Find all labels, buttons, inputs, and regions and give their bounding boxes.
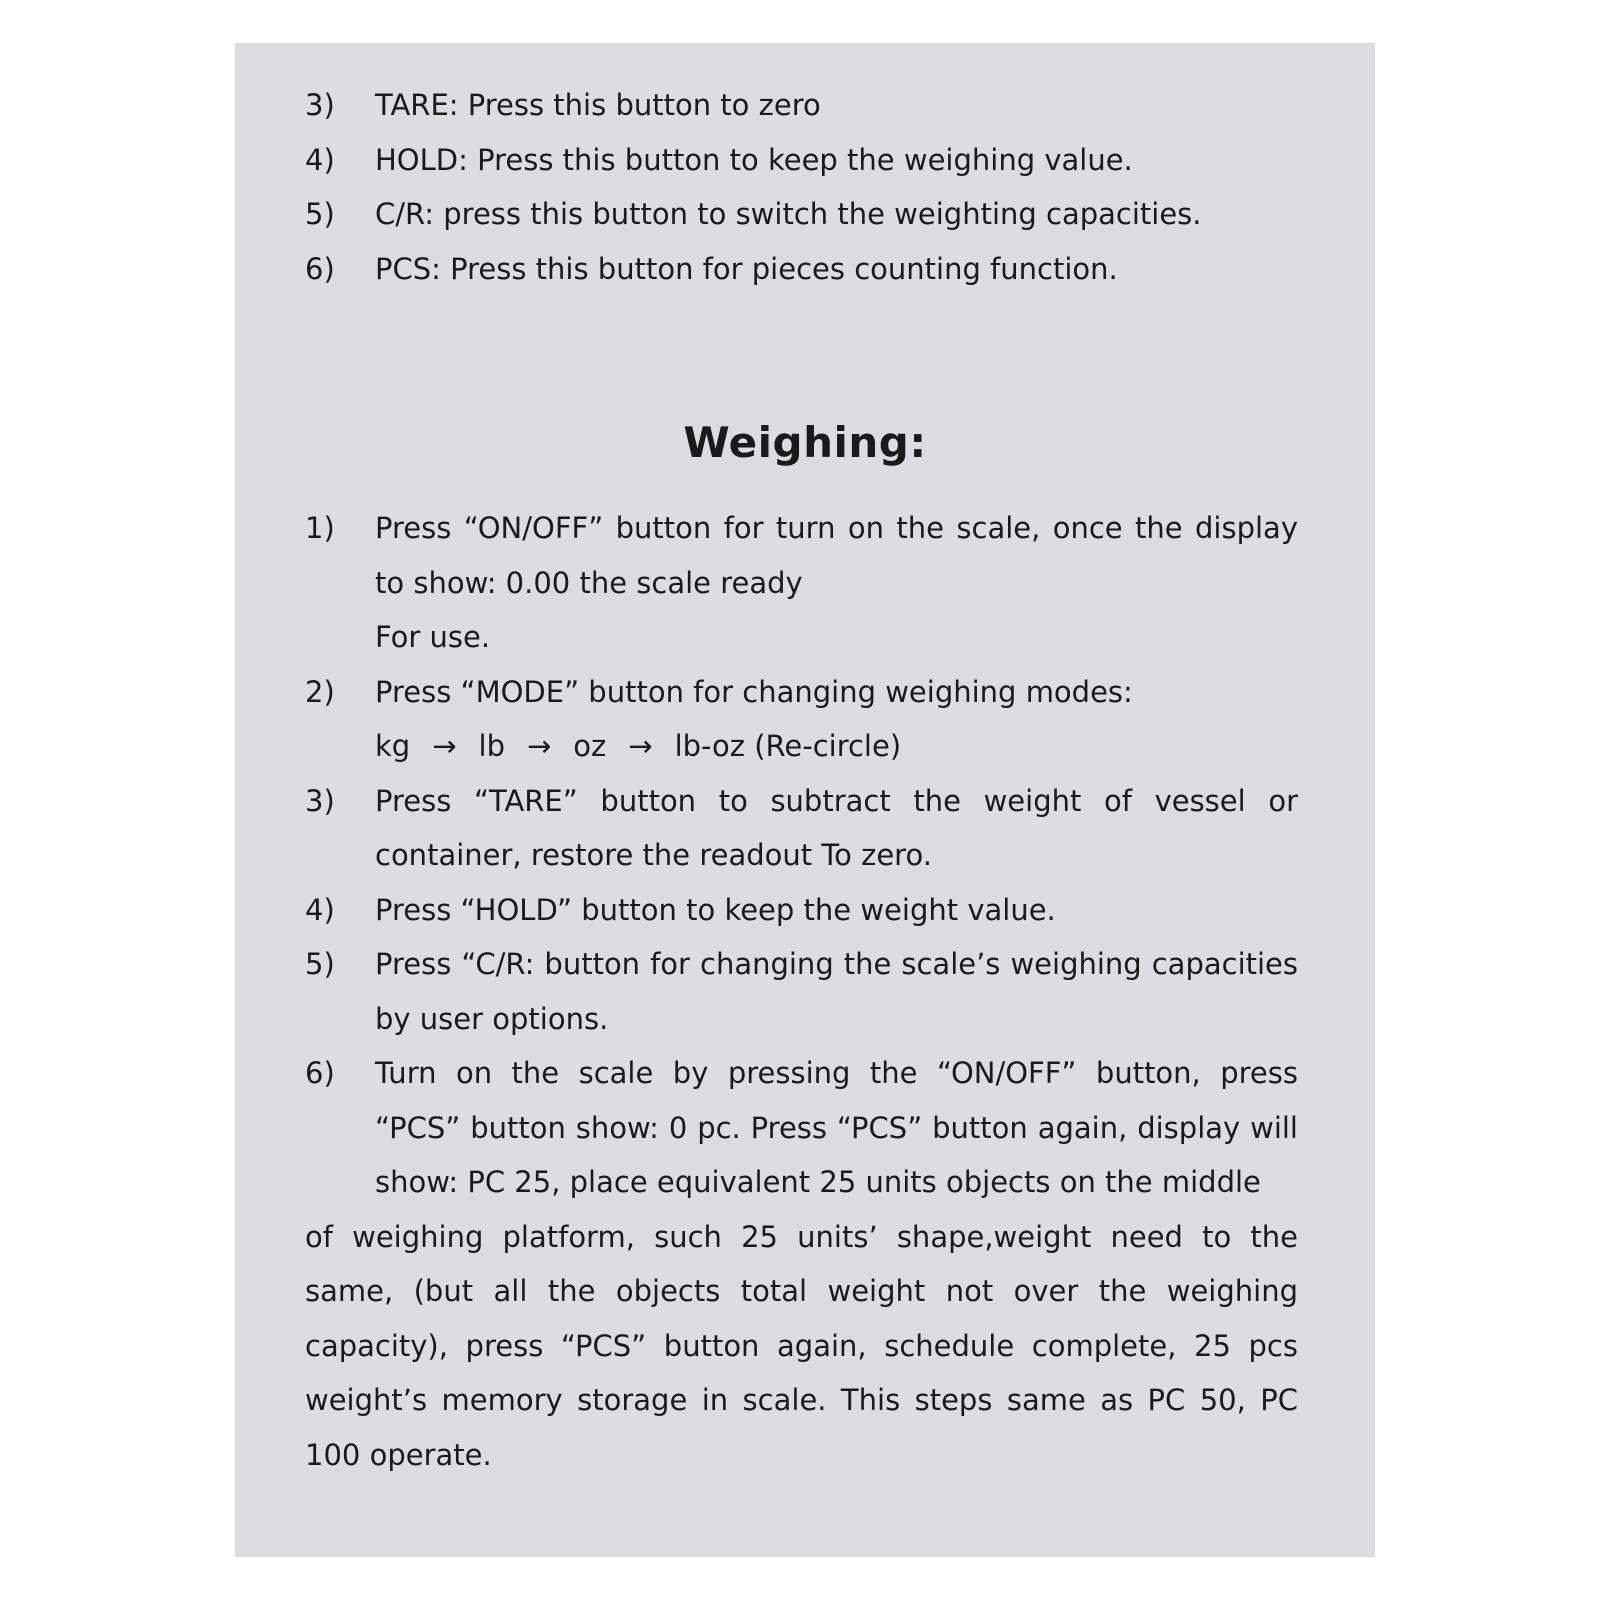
list-number: 5) xyxy=(305,947,335,981)
list-number: 4) xyxy=(305,892,335,927)
unit-sequence xyxy=(375,719,1298,774)
list-item xyxy=(305,774,1298,883)
list-body xyxy=(375,665,1298,774)
button-functions-list xyxy=(305,78,1298,296)
list-text: Press “TARE” button to subtract the weight of vessel or container, restore the readout To zero. xyxy=(375,783,1298,872)
arrow-right-icon: → xyxy=(432,729,457,763)
list-item xyxy=(305,1046,1298,1210)
list-number: 2) xyxy=(305,674,335,709)
list-item xyxy=(305,665,1298,774)
unit-lb: lb xyxy=(478,729,505,763)
list-item xyxy=(305,501,1298,665)
list-text: Press “C/R: button for changing the scale’s weighing capacities by user options. xyxy=(375,947,1298,1036)
list-text: Press “ON/OFF” button for turn on the scale, once the display to show: 0.00 the scale ready xyxy=(375,511,1298,600)
list-item xyxy=(305,883,1298,938)
list-text: C/R: press this button to switch the weighting capacities. xyxy=(375,197,1202,231)
list-number: 6) xyxy=(305,1056,335,1090)
unit-oz: oz xyxy=(573,729,607,763)
section-heading: Weighing: xyxy=(683,418,927,467)
list-number: 3) xyxy=(305,783,335,818)
unit-lb-oz: lb-oz (Re-circle) xyxy=(674,729,902,763)
list-text: PCS: Press this button for pieces counting function. xyxy=(375,251,1118,286)
unit-kg: kg xyxy=(375,729,411,763)
list-item xyxy=(305,937,1298,1046)
list-text: HOLD: Press this button to keep the weighing value. xyxy=(375,142,1133,177)
list-item xyxy=(305,133,1298,188)
list-text: TARE: Press this button to zero xyxy=(375,88,821,122)
list-text: Press “MODE” button for changing weighing modes: xyxy=(375,674,1133,709)
list-item xyxy=(305,78,1298,133)
list-number: 4) xyxy=(305,142,335,177)
document-page xyxy=(235,43,1375,1557)
list-item xyxy=(305,242,1298,297)
paragraph-continuation: of weighing platform, such 25 units’ shape,weight need to the same, (but all the objects total weight not over the weighing capacity), press “PCS” button again, schedule complete, 25 pcs weight’s memory storage in scale. This steps same as PC 50, PC 100 operate. xyxy=(305,1219,1298,1472)
weighing-steps-list xyxy=(305,501,1298,1482)
list-number: 6) xyxy=(305,251,335,286)
list-text: Press “HOLD” button to keep the weight value. xyxy=(375,892,1056,927)
list-text: Turn on the scale by pressing the “ON/OFF” button, press “PCS” button show: 0 pc. Press “PCS” button again, display will show: PC 25, place equivalent 25 units objects on the middle xyxy=(375,1056,1298,1199)
arrow-right-icon: → xyxy=(526,729,552,763)
list-body xyxy=(375,501,1298,665)
list-number: 5) xyxy=(305,197,335,231)
arrow-right-icon: → xyxy=(628,729,653,763)
list-number: 3) xyxy=(305,88,335,122)
list-text-continued: For use. xyxy=(375,620,491,654)
list-number: 1) xyxy=(305,511,335,545)
list-item xyxy=(305,187,1298,242)
